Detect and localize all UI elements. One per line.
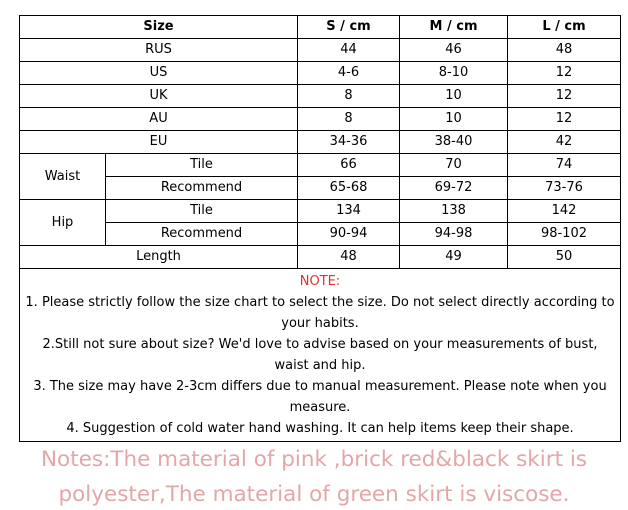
material-note-line-2: polyester,The material of green skirt is viscose.	[58, 482, 570, 507]
cell-m: 10	[400, 85, 508, 108]
table-row	[20, 223, 621, 246]
note-line: 2.Still not sure about size? We'd love to advise based on your measurements of bust, waist and hip.	[42, 337, 598, 373]
cell-l: 73-76	[508, 177, 621, 200]
cell-s: 44	[298, 39, 400, 62]
cell-s: 4-6	[298, 62, 400, 85]
cell-s: 90-94	[298, 223, 400, 246]
cell-s: 134	[298, 200, 400, 223]
note-title: NOTE:	[299, 274, 341, 289]
header-size: Size	[20, 16, 298, 39]
note-line: 1. Please strictly follow the size chart to select the size. Do not select directly according to your habits.	[25, 295, 615, 331]
cell-m: 138	[400, 200, 508, 223]
table-row	[20, 200, 621, 223]
cell-l: 74	[508, 154, 621, 177]
sub-label: Tile	[106, 200, 298, 223]
table-row	[20, 62, 621, 85]
note-line: 4. Suggestion of cold water hand washing. It can help items keep their shape.	[66, 421, 574, 436]
table-row	[20, 177, 621, 200]
cell-m: 70	[400, 154, 508, 177]
row-label: Length	[20, 246, 298, 269]
cell-l: 98-102	[508, 223, 621, 246]
row-label: EU	[20, 131, 298, 154]
note-cell	[20, 269, 621, 442]
cell-s: 8	[298, 108, 400, 131]
row-label: RUS	[20, 39, 298, 62]
cell-s: 48	[298, 246, 400, 269]
cell-s: 8	[298, 85, 400, 108]
cell-l: 142	[508, 200, 621, 223]
hip-label: Hip	[20, 200, 106, 246]
cell-l: 12	[508, 108, 621, 131]
header-row	[20, 16, 621, 39]
table-row	[20, 85, 621, 108]
cell-l: 48	[508, 39, 621, 62]
waist-label: Waist	[20, 154, 106, 200]
sub-label: Recommend	[106, 177, 298, 200]
cell-l: 42	[508, 131, 621, 154]
cell-m: 49	[400, 246, 508, 269]
header-m: M / cm	[400, 16, 508, 39]
cell-s: 34-36	[298, 131, 400, 154]
sub-label: Recommend	[106, 223, 298, 246]
cell-m: 10	[400, 108, 508, 131]
note-row	[20, 269, 621, 442]
cell-l: 12	[508, 62, 621, 85]
row-label: UK	[20, 85, 298, 108]
cell-m: 8-10	[400, 62, 508, 85]
cell-m: 46	[400, 39, 508, 62]
table-row	[20, 154, 621, 177]
table-row	[20, 131, 621, 154]
size-chart-table	[19, 15, 621, 442]
header-s: S / cm	[298, 16, 400, 39]
row-label: US	[20, 62, 298, 85]
cell-l: 50	[508, 246, 621, 269]
table-row	[20, 246, 621, 269]
cell-m: 38-40	[400, 131, 508, 154]
cell-m: 69-72	[400, 177, 508, 200]
cell-s: 65-68	[298, 177, 400, 200]
table-row	[20, 108, 621, 131]
note-line: 3. The size may have 2-3cm differs due to manual measurement. Please note when you measure.	[33, 379, 607, 415]
row-label: AU	[20, 108, 298, 131]
cell-l: 12	[508, 85, 621, 108]
cell-m: 94-98	[400, 223, 508, 246]
sub-label: Tile	[106, 154, 298, 177]
header-l: L / cm	[508, 16, 621, 39]
material-note-line-1: Notes:The material of pink ,brick red&black skirt is	[40, 447, 588, 472]
cell-s: 66	[298, 154, 400, 177]
table-row	[20, 39, 621, 62]
